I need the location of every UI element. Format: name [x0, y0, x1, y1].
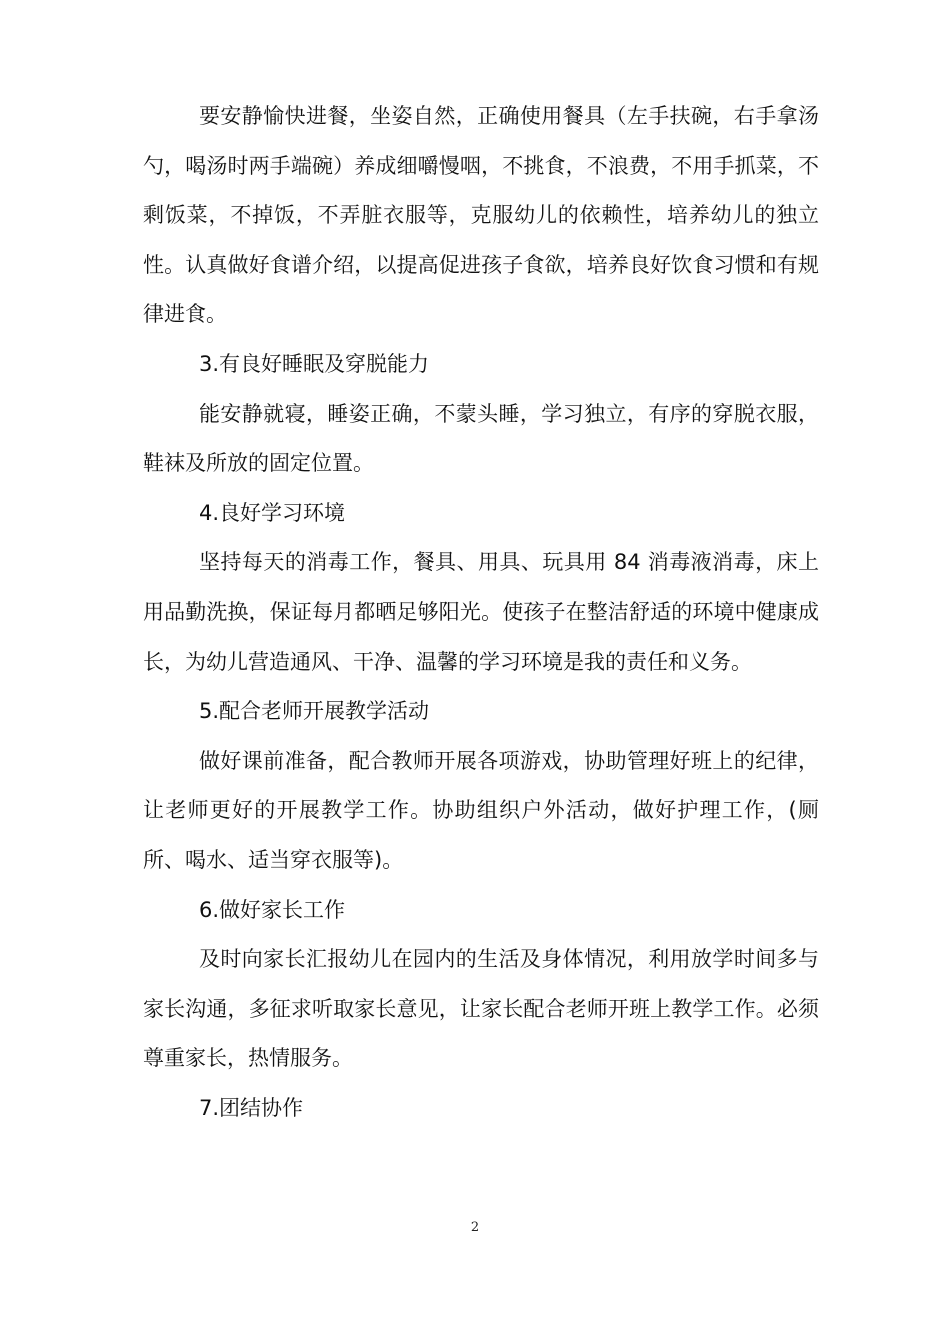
section-heading-environment: 4.良好学习环境 — [199, 500, 346, 525]
paragraph-meals: 要安静愉快进餐，坐姿自然，正确使用餐具（左手扶碗，右手拿汤勺，喝汤时两手端碗）养成细嚼慢咽，不挑食，不浪费，不用手抓菜，不剩饭菜，不掉饭，不弄脏衣服等，克服幼儿的依赖性，培养幼儿的独立性。认真做好食谱介绍，以提高促进孩子食欲，培养良好饮食习惯和有规律进食。 — [143, 104, 819, 327]
section-heading-teaching: 5.配合老师开展教学活动 — [199, 699, 430, 724]
paragraph-environment: 坚持每天的消毒工作，餐具、用具、玩具用 84 消毒液消毒，床上用品勤洗换，保证每月都晒足够阳光。使孩子在整洁舒适的环境中健康成长，为幼儿营造通风、干净、温馨的学习环境是我的责任和义务。 — [143, 550, 819, 674]
page-number: 2 — [470, 1220, 480, 1235]
paragraph-parents: 及时向家长汇报幼儿在园内的生活及身体情况，利用放学时间多与家长沟通，多征求听取家长意见，让家长配合老师开班上教学工作。必须尊重家长，热情服务。 — [143, 947, 819, 1071]
section-heading-parents: 6.做好家长工作 — [199, 897, 346, 922]
paragraph-teaching: 做好课前准备，配合教师开展各项游戏，协助管理好班上的纪律，让老师更好的开展教学工作。协助组织户外活动，做好护理工作，(厕所、喝水、适当穿衣服等)。 — [143, 748, 819, 872]
paragraph-sleep: 能安静就寝，睡姿正确，不蒙头睡，学习独立，有序的穿脱衣服，鞋袜及所放的固定位置。 — [143, 401, 819, 476]
document-body — [143, 92, 819, 1133]
section-heading-sleep: 3.有良好睡眠及穿脱能力 — [199, 351, 430, 376]
section-heading-teamwork: 7.团结协作 — [199, 1095, 304, 1120]
